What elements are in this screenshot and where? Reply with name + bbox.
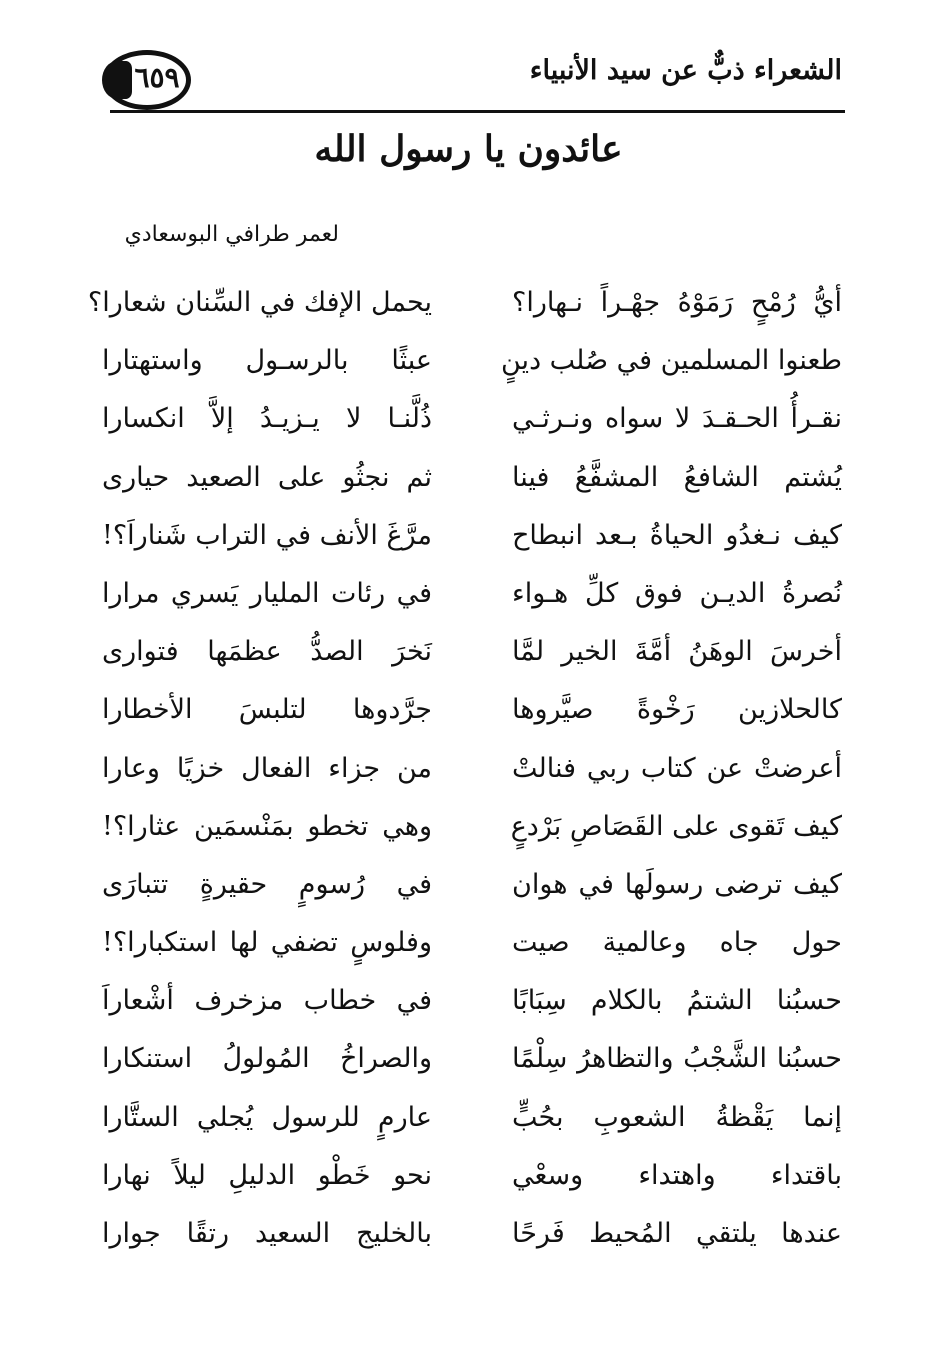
header-rule	[110, 110, 845, 113]
page-number-badge	[103, 50, 191, 110]
verse-line	[0, 627, 937, 685]
verse-sadr: حول جاه وعالمية صيت	[512, 927, 842, 959]
verse-sadr: حسبُنا الشَّجْبُ والتظاهرُ سِلْمًا	[512, 1043, 842, 1075]
verse-sadr: إنما يَقْظةُ الشعوبِ بحُبٍّ	[512, 1101, 842, 1133]
verse-sadr: باقتداء واهتداء وسعْي	[512, 1159, 842, 1191]
verse-ajz: والصراخُ المُولولُ استنكارا	[102, 1043, 432, 1075]
verse-sadr: كيف ترضى رسولَها في هوان	[512, 868, 842, 900]
verse-sadr: أعرضتْ عن كتاب ربي فنالتْ	[512, 752, 842, 784]
poem-verses	[0, 278, 937, 1267]
verse-ajz: ذُلَّنـا لا يـزيـدُ إلاَّ انكسارا	[102, 403, 432, 435]
verse-ajz: عبثًا بالرسـول واستهتارا	[102, 345, 432, 377]
verse-ajz: بالخليج السعيد رتقًا جوارا	[102, 1218, 432, 1249]
verse-ajz: في خطاب مزخرف أشْعاراَ	[102, 985, 432, 1017]
verse-sadr: نقـرأُ الحـقـدَ لا سواه ونـرثـي	[512, 403, 842, 435]
verse-sadr: كالحلازين رَخْوةً صيَّروها	[512, 694, 842, 726]
verse-sadr: طعنوا المسلمين في صُلب دينٍ	[501, 345, 842, 377]
verse-ajz: جرَّدوها لتلبسَ الأخطارا	[102, 694, 432, 726]
verse-ajz: مرَّغَ الأنف في التراب شَناراَ؟!	[102, 519, 432, 551]
verse-sadr: أيُّ رُمْحٍ رَمَوْهُ جهْـراً نـهارا؟	[512, 287, 842, 318]
verse-line	[0, 511, 937, 569]
verse-line	[0, 336, 937, 394]
verse-ajz: نحو خَطْو الدليلِ ليلاً نهارا	[102, 1159, 432, 1191]
verse-line	[0, 685, 937, 743]
verse-sadr: عندها يلتقي المُحيط فَرحًا	[512, 1218, 842, 1249]
verse-line	[0, 1093, 937, 1151]
verse-ajz: يحمل الإفك في السِّنان شعارا؟	[87, 287, 432, 318]
verse-line	[0, 802, 937, 860]
verse-ajz: وفلوسٍ تضفي لها استكبارا؟!	[102, 927, 432, 959]
verse-sadr: كيف نـغدُو الحياةُ بـعد انبطاح	[512, 519, 842, 551]
verse-ajz: نَخرَ الصدُّ عظمَها فتوارى	[102, 636, 432, 668]
verse-sadr: أخرسَ الوهَنُ أمَّةَ الخير لمَّا	[512, 636, 842, 668]
verse-line	[0, 918, 937, 976]
verse-line	[0, 569, 937, 627]
verse-line	[0, 976, 937, 1034]
verse-line	[0, 860, 937, 918]
page-number: ٦٥٩	[134, 61, 180, 94]
verse-sadr: حسبُنا الشتمُ بالكلام سِبَابًا	[512, 985, 842, 1017]
verse-ajz: في رئات المليار يَسري مرارا	[102, 577, 432, 609]
verse-line	[0, 1209, 937, 1267]
running-title: الشعراء ذبٌّ عن سيد الأنبياء	[529, 55, 842, 86]
poet-name: لعمر طرافي البوسعادي	[124, 222, 339, 247]
verse-ajz: وهي تخطو بمَنْسمَين عثارا؟!	[102, 810, 432, 842]
verse-ajz: من جزاء الفعال خزيًا وعارا	[102, 752, 432, 784]
verse-line	[0, 453, 937, 511]
verse-ajz: في رُسومٍ حقيرةٍ تتبارَى	[102, 868, 432, 900]
verse-ajz: عارمٍ للرسول يُجلي الستَّارا	[102, 1101, 432, 1133]
verse-line	[0, 1034, 937, 1092]
poem-title: عائدون يا رسول الله	[314, 128, 623, 170]
verse-ajz: ثم نجثُو على الصعيد حيارى	[102, 461, 432, 493]
verse-line	[0, 744, 937, 802]
verse-sadr: كيف تَقوى على القَصَاصِ بَرْدعٍ	[510, 810, 842, 842]
verse-line	[0, 1151, 937, 1209]
verse-line	[0, 394, 937, 452]
verse-sadr: نُصرةُ الديـن فوق كلِّ هـواء	[512, 577, 842, 609]
verse-line	[0, 278, 937, 336]
verse-sadr: يُشتم الشافعُ المشفَّعُ فينا	[512, 461, 842, 493]
